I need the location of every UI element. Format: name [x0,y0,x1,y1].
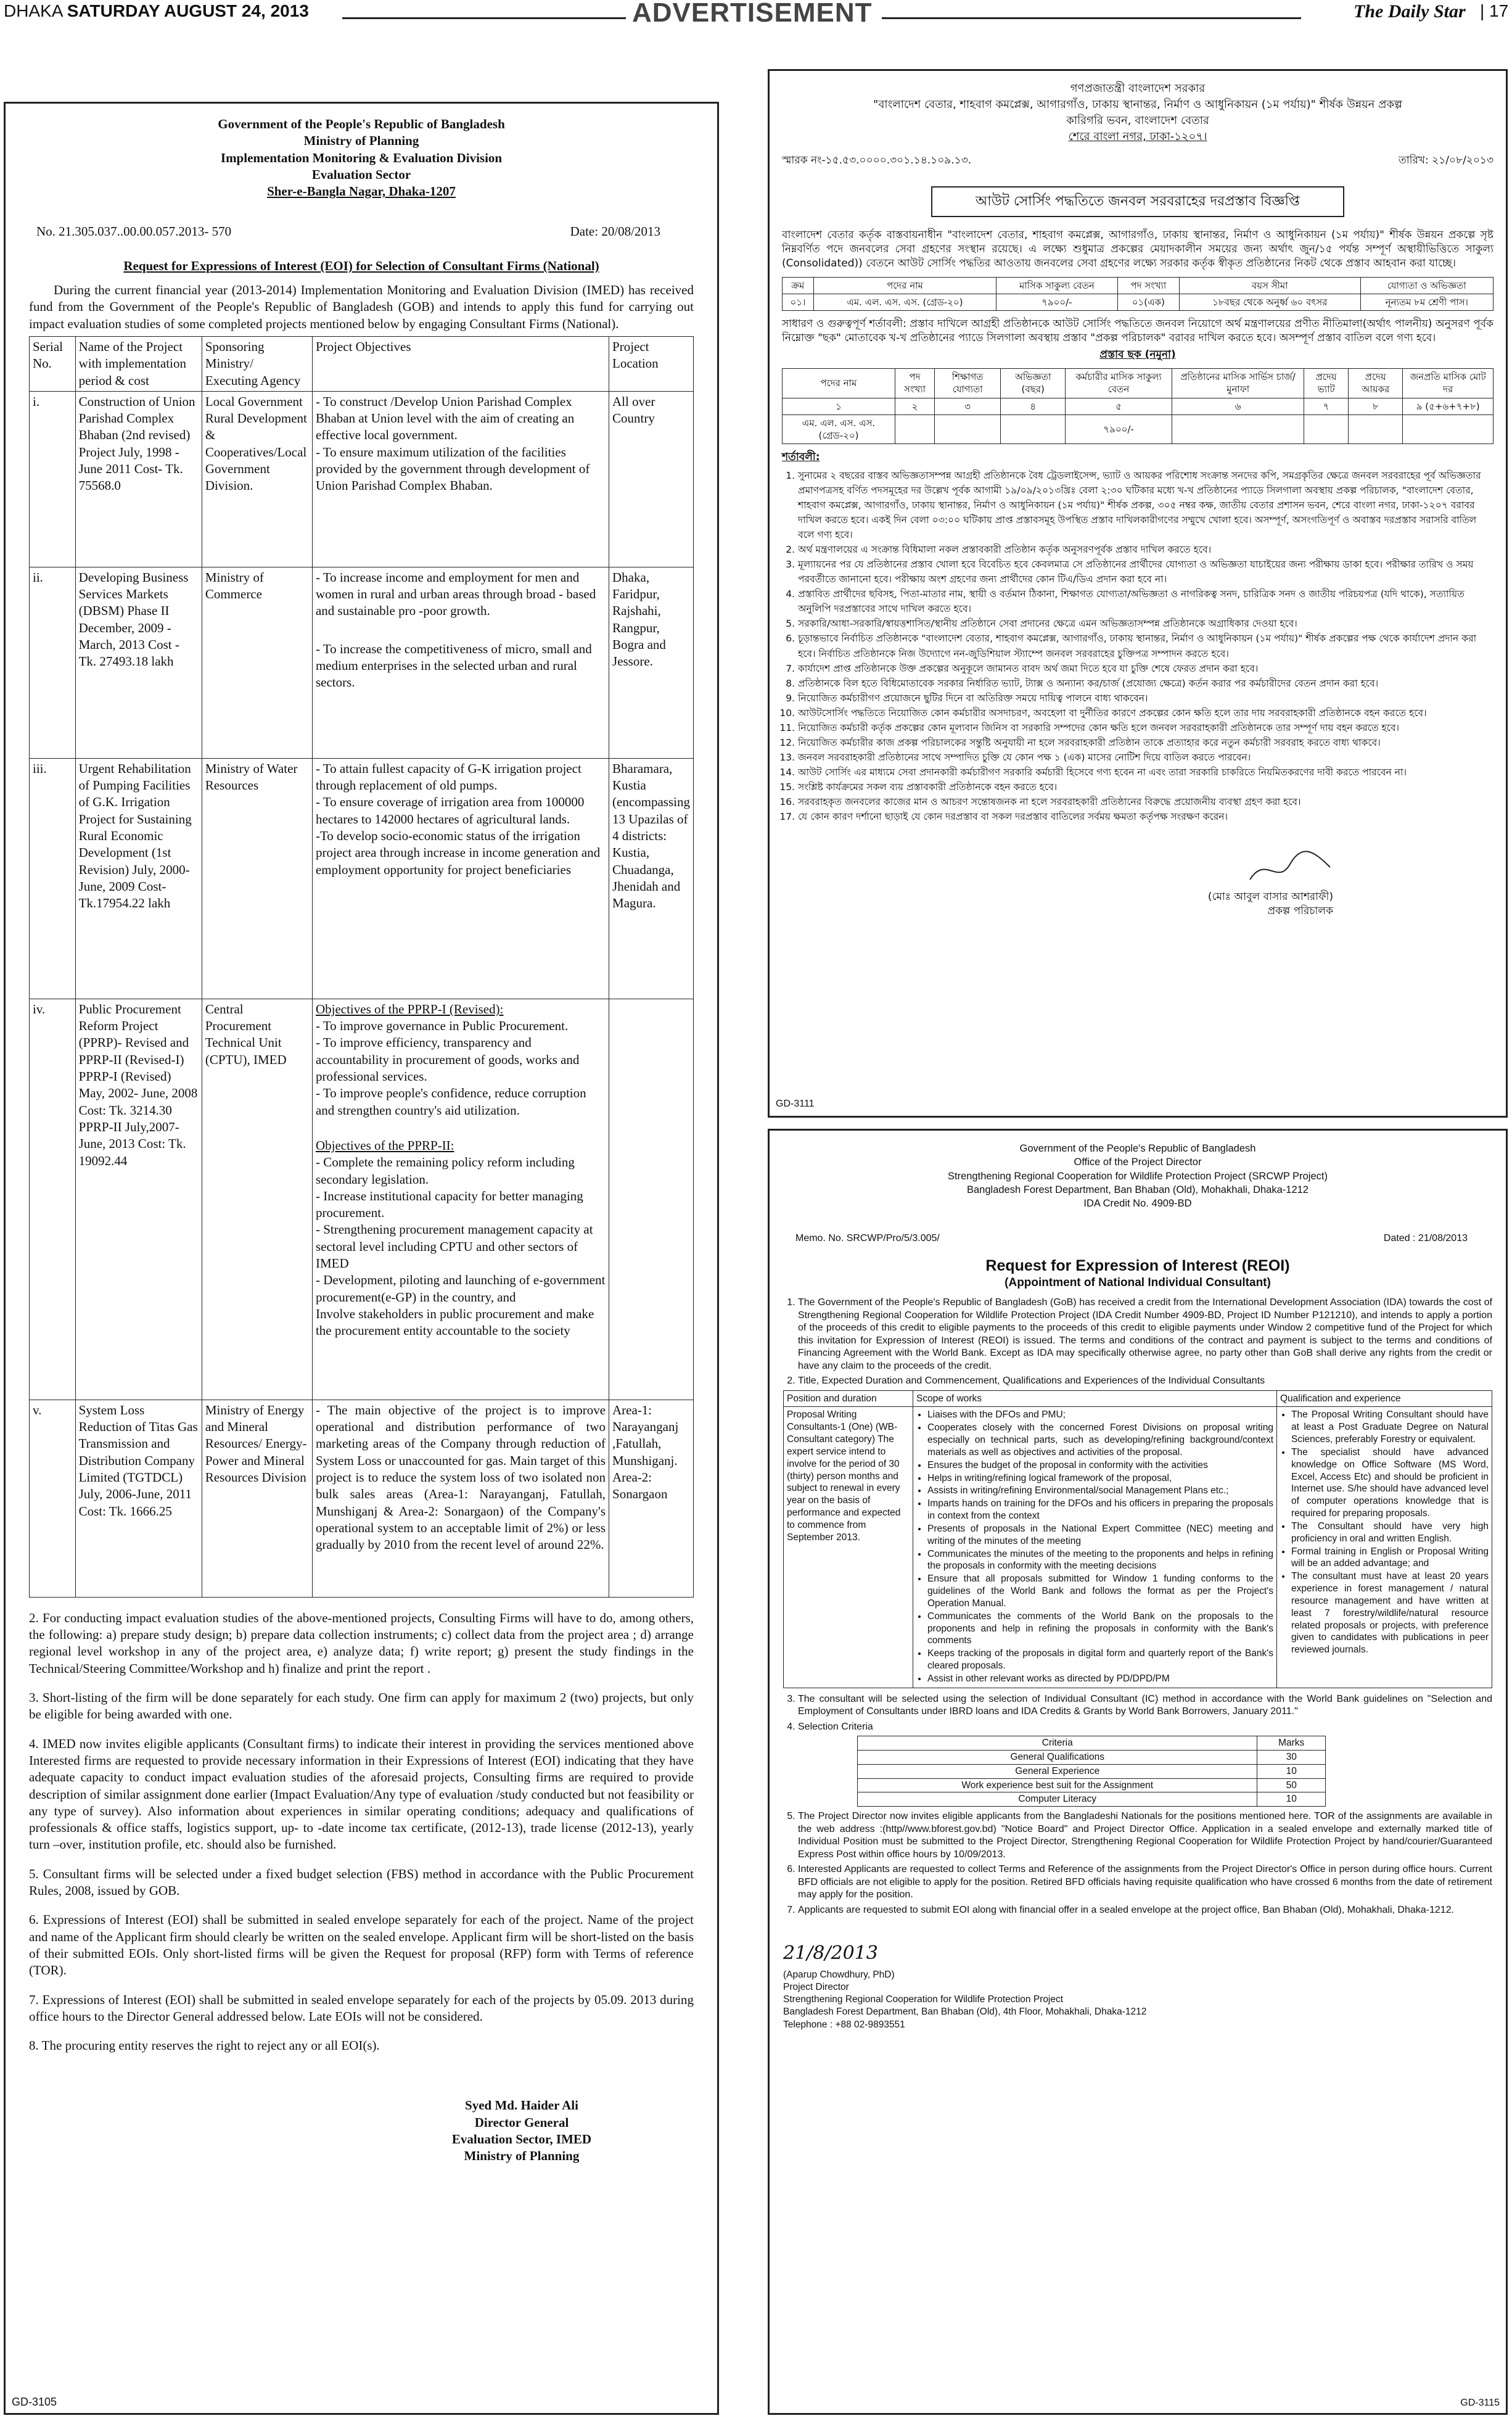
list-item: • Formal training in English or Proposal Writing will be an added advantage; and [1291,1546,1489,1570]
table-cell [895,414,934,444]
srcwp-reoi-advertisement [768,1129,1508,2415]
signatory-name: (মোঃ আবুল বাসার আশরাফী) [1207,890,1333,903]
reoi-paragraphs-cont [783,1693,1492,1733]
column-header: Name of the Project with implementation period & cost [75,336,202,391]
column-header: পদ সংখ্যা [1117,277,1179,294]
list-item: • Ensure that all proposals submitted for Window 1 funding conforms to the guidelines of the World Bank and follows the format as per the Project's Operation Manual. [927,1573,1273,1609]
table-header-row [783,277,1494,294]
table-cell: Work experience best suit for the Assignment [858,1778,1257,1792]
table-row [30,567,694,758]
list-item: 15. সংশ্লিষ্ট কার্যক্রমের সকল ব্যয় প্রস্তাবকারী প্রতিষ্ঠানকে বহন করতে হবে। [798,780,1494,794]
objective-item: - To improve people's confidence, reduce corruption and strengthen country's aid utilization. [315,1086,586,1118]
proposal-form-table [782,368,1494,444]
table-cell: ৯ (৫+৬+৭+৮) [1403,398,1494,414]
memo-number: No. 21.305.037..00.00.057.2013- 570 [36,224,232,239]
list-item: • Cooperates closely with the concerned Forest Divisions on proposal writing especially on technical parts, such as developing/refining background/context materials as well as objectives and activities of the proposal. [927,1422,1273,1458]
terms-heading: শর্তাবলী: [782,451,820,464]
objective-item: - To ensure maximum utilization of the facilities provided by the government through development of Union Parishad Complex Bhaban. [315,444,590,493]
signatory-address: Bangladesh Forest Department, Ban Bhaban (Old), 4th Floor, Mohakhali, Dhaka-1212 [783,2007,1147,2018]
paragraph: 4. IMED now invites eligible applicants (Consultant firms) to indicate their interest in providing the services mentioned above Interested firms are requested to provide necessary information in their Expressions of Interest (EOI) indicating that they have adequate capacity to conduct impact evaluation studies of the aforesaid projects, Consulting firms are required to provide description of similar assignment done earlier (Impact Evaluation/Any type of evaluation /study conducted but not feasibility or any type of survey). Also information about experiences in similar operating conditions; adequacy and qualifications of professionals & office staffs, logistics support, up- to -date income tax certificate, (2012-13), trade license (2012-13), yearly turn –over, institution profile, etc. should also be furnished. [29,1736,694,1852]
ad-subtitle: (Appointment of National Individual Consultant) [1005,1276,1271,1290]
table-cell: ৭৯০০/- [1066,414,1172,444]
table-cell: ৬ [1172,398,1304,414]
table-row [30,391,694,567]
table-row [783,294,1494,311]
paragraph: 2. Title, Expected Duration and Commencement, Qualifications and Experiences of the Individual Consultants [798,1375,1492,1387]
column-header: Marks [1257,1736,1326,1751]
table-cell: ৮ [1349,398,1403,414]
table-cell: ৪ [1001,398,1066,414]
bangladesh-betar-outsourcing-advertisement [768,69,1508,1118]
table-row [858,1750,1326,1764]
objective-item: - To increase the competitiveness of micro, small and medium enterprises in the selected urban and rural sectors. [315,641,592,690]
list-item: 12. নিয়োজিত কর্মচারীর কাজ প্রকল্প পরিচালকের সন্তুষ্টি অনুযায়ী না হলে সরবরাহকারী প্রতিষ্ঠান তাকে প্রত্যাহার করে নতুন কর্মচারী সরবরাহ করতে বাধ্য থাকবে। [798,735,1494,750]
table-header-row [858,1736,1326,1751]
table-cell: Computer Literacy [858,1792,1257,1807]
list-item: 1. সুনামের ২ বছরের বাস্তব অভিজ্ঞতাসম্পন্ন আগ্রহী প্রতিষ্ঠানকে বৈধ ট্রেডলাইসেন্স, ভ্যাট ও আয়কর পরিশোধ সংক্রান্ত সনদের কপি, সমগ্রকৃতির ক্ষেত্রে জনবল সরবরাহের পূর্ব অভিজ্ঞতার প্রমাণপত্রসহ বর্ণিত পদসমূহের দর উল্লেখ পূর্বক আগামী ১৯/০৯/২০১৩খ্রিঃ বেলা ২:৩০ ঘটিকার মধ্যে খ-খ প্রতিষ্ঠানের প্যাডে সিলগালা অবস্থায় প্রকল্প পরিচালক, "বাংলাদেশ বেতার, শাহবাগ কমপ্লেক্স, আগারগাঁও, ঢাকায় স্থানান্তর, নির্মাণ ও আধুনিকায়ন (১ম পর্যায়)" শীর্ষক প্রকল্প, ৩০৫ নম্বর কক্ষ, জাতীয় বেতার প্রশাসন ভবন, শেরে বাংলা নগর, ঢাকা-১২০৭ বরাবর দাখিল করতে হবে। একই দিন বেলা ০৩:০০ ঘটিকায় প্রাপ্ত প্রস্তাবসমূহ উপস্থিত প্রস্তাব দাখিলকারীগণের সম্মুখে খোলা হবে। অসম্পূর্ণ, অসংগতিপূর্ণ ও অবাস্তব দরপ্রস্তাব সরাসরি বাতিল বলে গণ্য হবে। [798,468,1494,542]
ad-title: Request for Expression of Interest (REOI) [985,1256,1290,1274]
table-cell [1304,414,1349,444]
header-line: Government of the People's Republic of Bangladesh [218,117,505,131]
ad-code: GD-3111 [776,1099,815,1110]
objective-item: - The main objective of the project is to improve operational and distribution performance of two marketing areas of the Company through reduction of System Loss or unaccounted for gas. Main target of this project is to reduce the system loss of two isolated non bulk sales areas (Area-1: Narayanganj, Fatullah, Munshiganj & Area-2: Sonargaon) of the Company's operational system to an acceptable limit of 2%) or less gradually by 2010 from the recent level of around 22%. [315,1402,606,1553]
table-header-row [784,1390,1492,1407]
table-cell: General Qualifications [858,1750,1257,1764]
column-header: Serial No. [30,336,76,391]
table-cell [1403,414,1494,444]
objective-item: - To attain fullest capacity of G-K irrigation project through replacement of old pumps. [315,761,581,793]
column-header: Position and duration [784,1390,913,1407]
objective-item: - To ensure coverage of irrigation area from 100000 hectares to 142000 hectares of agricultural lands. [315,794,585,827]
paragraph: 7. Applicants are requested to submit EOI along with financial offer in a sealed envelope at the project office, Ban Bhaban (Old), Mohakhali, Dhaka-1212. [798,1904,1492,1916]
location-cell: Bharamara, Kustia (encompassing 13 Upazilas of 4 districts: Kustia, Chuadanga, Jhenidah and Magura. [609,758,694,999]
signatory-telephone: Telephone : +88 02-9893551 [783,2019,905,2030]
reoi-paragraphs [783,1297,1492,1387]
signatory-title: Director General [474,2114,569,2130]
objective-heading: Objectives of the PPRP-II: [315,1137,454,1153]
column-header: Sponsoring Ministry/ Executing Agency [202,336,312,391]
serial-cell: ii. [30,567,76,758]
page-number: | 17 [1480,1,1509,20]
memo-number: Memo. No. SRCWP/Pro/5/3.005/ [795,1233,940,1244]
paragraph: 2. For conducting impact evaluation studies of the above-mentioned projects, Consulting Firms will have to do, among others, the following: a) prepare study design; b) prepare data collection instruments; c) collect data from the project area ; d) arrange regional level workshop in any of the project area, e) analyze data; f) write report; g) present the study findings in the Technical/Steering Committee/Workshop and h) finalize and print the report . [29,1610,694,1676]
column-header: প্রতিষ্ঠানের মাসিক সার্ভিস চার্জ/মুনাফা [1172,369,1304,398]
memo-date: Date: 20/08/2013 [570,224,660,239]
list-item: • The Consultant should have very high proficiency in oral and written English. [1291,1520,1489,1545]
column-header: প্রদেয় ভ্যাট [1304,369,1349,398]
serial-cell: iv. [30,999,76,1400]
table-cell: ৫ [1066,398,1172,414]
column-header: বয়স সীমা [1179,277,1360,294]
ad-code: GD-3105 [12,2395,57,2408]
objective-item: - To improve efficiency, transparency and accountability in procurement of goods, works and professional services. [315,1035,580,1084]
paragraph: 5. Consultant firms will be selected under a fixed budget selection (FBS) method in accordance with the Public Procurement Rules, 2008, issued by GOB. [29,1866,694,1899]
table-cell: ৭৯০০/- [996,294,1118,311]
table-cell: ১ [783,398,895,414]
sponsor-cell: Ministry of Water Resources [202,758,312,999]
table-row [783,398,1494,414]
list-item: 9. নিয়োজিত কর্মচারীগণ প্রয়োজনে ছুটির দিনে বা অতিরিক্ত সময়ে দায়িত্ব পালনে বাধ্য থাকবেন। [798,691,1494,706]
project-cell: System Loss Reduction of Titas Gas Transmission and Distribution Company Limited (TGTDCL) July, 2006-June, 2011 Cost: Tk. 1666.25 [75,1400,202,1597]
list-item: 10. আউটসোর্সিং পদ্ধতিতে নিয়োজিত কোন কর্মচারীর অসদাচরণ, অবহেলা বা দুর্নীতির কারণে প্রকল্পের কোন ক্ষতি হলে তার দায় সরবরাহকারী প্রতিষ্ঠানকে বহন করতে হবে। [798,706,1494,720]
list-item: • Communicates the minutes of the meeting to the proponents and helps in refining the proposals in conformity with the meeting decisions [927,1548,1273,1573]
table-row [858,1778,1326,1792]
signature-block [783,1941,1492,2031]
paragraph: 6. Expressions of Interest (EOI) shall be submitted in sealed envelope separately for each of the project. Name of the project and name of the Applicant firm should clearly be written on the sealed envelope. Applicant firm will be short-listed on the basis of their submitted EOIs. Only short-listed firms will be given the Request for proposal (RFP) form with Terms of reference (TOR). [29,1912,694,1978]
objective-item: - Complete the remaining policy reform including secondary legislation. [315,1155,575,1187]
masthead-rule-right [882,17,1301,19]
table-cell: 50 [1257,1778,1326,1792]
imed-eoi-advertisement [4,102,719,2415]
header-line: Ministry of Planning [303,133,419,149]
memo-date: তারিখ: ২১/০৮/২০১৩ [1398,154,1494,167]
memo-number: স্মারক নং-১৫.৫৩.০০০০.৩০১.১৪.১০৯.১৩. [782,154,972,167]
header-line: শেরে বাংলা নগর, ঢাকা-১২০৭। [1068,130,1207,144]
signatory-name: (Aparup Chowdhury, PhD) [783,1969,895,1980]
list-item: • Keeps tracking of the proposals in digital form and quarterly report of the Bank's cleared proposals. [927,1648,1273,1672]
list-item: 7. কার্যাদেশ প্রাপ্ত প্রতিষ্ঠানকে উক্ত প্রকল্পের অনুকূলে জামানত বাবদ অর্থ জমা দিতে হবে যা চুক্তি শেষে ফেরত প্রদান করা হবে। [798,661,1494,676]
table-cell: ০১(এক) [1117,294,1179,311]
list-item: • Communicates the comments of the World Bank on the proposals to the proponents and help in refining the proposals in conformity with the Bank's comments [927,1611,1273,1647]
list-item: • Assists in writing/refining Environmental/social Management Plans etc.; [927,1485,1273,1497]
serial-cell: v. [30,1400,76,1597]
list-item: 4. প্রস্তাবিত প্রার্থীদের ছবিসহ, পিতা-মাতার নাম, স্থায়ী ও বর্তমান ঠিকানা, শিক্ষাগত যোগ্যতা/অভিজ্ঞতা ও নাগরিকত্ব সনদ, চারিত্রিক সনদ ও জাতীয় পরিচয়পত্র (যদি থাকে), সত্যায়িত অনুলিপি দরপ্রস্তাবের সাথে দাখিল করতে হবে। [798,587,1494,616]
header-line: Strengthening Regional Cooperation for Wildlife Protection Project (SRCWP Project) [948,1170,1328,1182]
list-item: 8. প্রতিষ্ঠানকে বিল হতে বিধিমোতাবেক সরকার নির্ধারিত ভ্যাট, ট্যাক্স ও অন্যান্য কর/চার্জ (প্রযোজ্য ক্ষেত্রে) কর্তন করার পর কর্মচারীদের বেতন প্রদান করা হবে। [798,676,1494,691]
header-line: IDA Credit No. 4909-BD [1083,1198,1192,1210]
header-line: কারিগরি ভবন, বাংলাদেশ বেতার [1066,114,1209,128]
objective-item: - Development, piloting and launching of e-government procurement(e-GP) in the country, and [315,1272,606,1305]
paragraph: 5. The Project Director now invites eligible applicants from the Bangladeshi Nationals for the positions mentioned here. TOR of the assignments are available in the web address :(http//www.bforest.gov.bd) "Notice Board" and Project Director Office. Application in a sealed envelope and externally marked title of Individual Position must be submitted to the Project Director, Strengthening Regional Cooperation for Wildlife Protection Project by hand/courier/Guaranteed Express Post within office hours by 10/09/2013. [798,1810,1492,1861]
column-header: পদের নাম [783,369,895,398]
signatory-title: Project Director [783,1982,849,1993]
objective-item: -To develop socio-economic status of the irrigation project area through increase in income generation and employment opportunity for project beneficiaries [315,828,601,877]
memo-date: Dated : 21/08/2013 [1383,1233,1468,1244]
header-line: "বাংলাদেশ বেতার, শাহবাগ কমপ্লেক্স, আগারগাঁও, ঢাকায় স্থানান্তর, নির্মাণ ও আধুনিকায়ন (১ম পর্যায়)" শীর্ষক উন্নয়ন প্রকল্প [873,98,1402,112]
signatory-ministry: Ministry of Planning [464,2148,580,2164]
location-cell: Area-1: Narayanganj ,Fatullah, Munshiganj. Area-2: Sonargaon [609,1400,694,1597]
objective-item: - Increase institutional capacity for better managing procurement. [315,1188,583,1221]
header-line: Government of the People's Republic of Bangladesh [1019,1143,1256,1154]
table-cell: ৭ [1304,398,1349,414]
ad-header [782,81,1494,145]
serial-cell: iii. [30,758,76,999]
objectives-cell [312,758,609,999]
general-terms: সাধারণ ও গুরুত্বপূর্ণ শর্তাবলী: প্রস্তাব দাখিলে আগ্রহী প্রতিষ্ঠানকে আউট সোর্সিং পদ্ধতিতে জনবল নিয়োগে অর্থ মন্ত্রণালয়ের প্রণীত নীতিমালা(অর্থাৎ পালনীয়) অনুসরণ পূর্বক নিম্নোক্ত "ছক" মোতাবেক খ-খ প্রতিষ্ঠানের প্যাডে সিলগালা অবস্থায় প্রস্তাব "প্রকল্প পরিচালক" বরাবর দাখিল করতে হবে। অসম্পূর্ণ প্রস্তাব বাতিল বলে গণ্য হবে। [782,318,1494,345]
reoi-paragraphs-final [783,1810,1492,1916]
project-cell: Developing Business Services Markets (DBSM) Phase II December, 2009 - March, 2013 Cost - Tk. 27493.18 lakh [75,567,202,758]
table-cell: ৩ [935,398,1001,414]
paragraph: 1. The Government of the People's Republic of Bangladesh (GoB) has received a credit from the International Development Association (IDA) towards the cost of Strengthening Regional Cooperation for Wildlife Protection Project (IDA Credit Number 4909-BD, Project ID Number P121210), and intends to apply a portion of the proceeds of this credit to eligible payments to the proceeds of this credit to eligible payments under Window 2 competitive fund of the Project for which this invitation for Expression of Interest (REOI) is issued. The terms and conditions of the contract and payment is subject to the terms and conditions of Financing Agreement with the World Bank. Except as IDA may specifically otherwise agree, no party other than GoB shall derive any rights from the credit or have any claim to the proceeds of the credit. [798,1297,1492,1372]
table-cell: ২ [895,398,934,414]
table-row [783,414,1494,444]
form-caption: প্রস্তাব ছক (নমুনা) [1099,349,1176,361]
serial-cell: i. [30,391,76,567]
scope-cell [913,1407,1277,1688]
table-row [30,999,694,1400]
masthead [0,0,1512,28]
column-header: জনপ্রতি মাসিক মোট দর [1403,369,1494,398]
table-row [30,1400,694,1597]
table-cell [1001,414,1066,444]
table-cell [1172,414,1304,444]
table-cell [935,414,1001,444]
list-item: • Liaises with the DFOs and PMU; [927,1409,1273,1421]
table-row [858,1792,1326,1807]
table-cell: ১৮বছর থেকে অনুর্ধ্ব ৬০ বৎসর [1179,294,1360,311]
sponsor-cell: Local Government Rural Development & Cooperatives/Local Government Division. [202,391,312,567]
signature-block [350,2097,694,2164]
terms-paragraphs [29,1610,694,2055]
selection-criteria-table [857,1736,1326,1807]
table-row [858,1764,1326,1778]
table-cell [1349,414,1403,444]
header-line: Sher-e-Bangla Nagar, Dhaka-1207 [267,184,456,199]
objective-item: - To construct /Develop Union Parishad Complex Bhaban at Union level with the aim of creating an effective local government. [315,394,575,443]
list-item: • The Proposal Writing Consultant should have at least a Post Graduate Degree on Natural Sciences, preferably Forestry or equivalent. [1291,1409,1489,1445]
list-item: 13. জনবল সরবরাহকারী প্রতিষ্ঠানের সাথে সম্পাদিত চুক্তি যে কোন পক্ষ ১ (এক) মাসের নোটিশ দিয়ে বাতিল করতে পারবেন। [798,750,1494,765]
objectives-cell [312,391,609,567]
scope-list [916,1409,1273,1685]
column-header: প্রদেয় আয়কর [1349,369,1403,398]
column-header: পদের নাম [813,277,996,294]
post-table [782,277,1494,311]
qualification-cell [1277,1407,1492,1688]
column-header: Qualification and experience [1277,1390,1492,1407]
paragraph: 4. Selection Criteria [798,1721,1492,1733]
list-item: 11. নিয়োজিত কর্মচারী কর্তৃক প্রকল্পের কোন মূল্যবান জিনিস বা সরকারি সম্পদের কোন ক্ষতি হলে জনবল সরবরাহকারী প্রতিষ্ঠানকে তার সম্পূর্ণ দায় বহন করতে হবে। [798,720,1494,735]
ad-header [29,116,694,200]
project-cell: Public Procurement Reform Project (PPRP)- Revised and PPRP-II (Revised-I) PPRP-I (Revised) May, 2002- June, 2008 Cost: Tk. 3214.30 PPRP-II July,2007-June, 2013 Cost: Tk. 19092.44 [75,999,202,1400]
projects-table [29,336,694,1598]
ad-header [783,1142,1492,1210]
table-cell: General Experience [858,1764,1257,1778]
list-item: 14. আউট সোর্সিং এর মাধ্যমে সেবা প্রদানকারী কর্মচারীগণ সরকারি কর্মচারী হিসেবে গণ্য হবেন না এবং তারা সরকারি চাকরিতে নিয়মিতকরণের দাবী করতে পারবেন না। [798,765,1494,780]
objectives-cell [312,567,609,758]
list-item: • The specialist should have advanced knowledge on Office Software (MS Word, Excel, Access Etc) and should be proficient in Internet use. S/he should have advanced level of computer operations knowledge that is required for preparing proposals. [1291,1446,1489,1520]
memo-line [782,154,1494,168]
column-header: অভিজ্ঞতা (বছর) [1001,369,1066,398]
project-cell: Urgent Rehabilitation of Pumping Facilities of G.K. Irrigation Project for Sustaining Rural Economic Development (1st Revision) July, 2000- June, 2009 Cost- Tk.17954.22 lakh [75,758,202,999]
table-cell: 30 [1257,1750,1326,1764]
list-item: • Imparts hands on training for the DFOs and his officers in preparing the proposals in context from the context [927,1498,1273,1522]
qualification-list [1280,1409,1489,1656]
list-item: 3. মূল্যায়নের পর যে প্রতিষ্ঠানের প্রস্তাব খোলা হবে বিবেচিত হবে কেবলমাত্র সে প্রতিষ্ঠানের প্রার্থীদের যোগ্যতা ও অভিজ্ঞতা যাচাইয়ের জন্য পরীক্ষায় ডাকা হবে। পরীক্ষার তারিখ ও সময় পরবর্তীতে জানানো হবে। পরীক্ষায় অংশ গ্রহণের জন্য প্রার্থীদের কোন টিএ/ডিএ প্রদান করা হবে না। [798,557,1494,587]
column-header: Project Location [609,336,694,391]
header-line: গণপ্রজাতন্ত্রী বাংলাদেশ সরকার [1070,82,1206,95]
objective-item: Involve stakeholders in public procurement and make the procurement entity accountable to the society [315,1306,594,1338]
position-cell: Proposal Writing Consultants-1 (One) (WB-Consultant category) The expert service intend to involve for the period of 30 (thirty) person months and subject to renewal in every year on the basis of performance and expected to commence from September 2013. [784,1407,913,1688]
intro-paragraph: During the current financial year (2013-2014) Implementation Monitoring and Evaluation Division (IMED) has received fund from the Government of the People's Republic of Bangladesh (GOB) and intends to apply this fund for carrying out impact evaluation studies of some completed projects mentioned below by engaging Consultant Firms (National). [29,283,694,331]
table-cell: 10 [1257,1792,1326,1807]
signatory-title: প্রকল্প পরিচালক [1267,904,1333,917]
table-row [30,758,694,999]
section-title: ADVERTISEMENT [632,0,873,28]
signatory-name: Syed Md. Haider Ali [465,2098,578,2113]
memo-line [29,223,690,240]
signature-block [782,849,1333,918]
paragraph: 3. The consultant will be selected using the selection of Individual Consultant (IC) method in accordance with the World Bank guidelines on "Selection and Employment of Consultants under IBRD loans and IDA Credits & Grants by World Bank Borrowers, January 2011." [798,1693,1492,1718]
location-cell: All over Country [609,391,694,567]
table-cell: নূন্যতম ৮ম শ্রেণী পাস। [1360,294,1494,311]
objective-item: - To improve governance in Public Procurement. [315,1018,569,1034]
ad-code: GD-3115 [1460,2397,1500,2408]
list-item: 2. অর্থ মন্ত্রণালয়ের এ সংক্রান্ত বিধিমালা নকল প্রস্তাবকারী প্রতিষ্ঠান কর্তৃক অনুসরণপূর্বক প্রস্তাব দাখিল করতে হবে। [798,542,1494,557]
objective-item: - To increase income and employment for men and women in rural and urban areas through broad - based and sustainable pro -poor growth. [315,569,596,619]
column-header: Criteria [858,1736,1257,1751]
table-row [784,1407,1492,1688]
column-header: শিক্ষাগত যোগ্যতা [935,369,1001,398]
header-line: Bangladesh Forest Department, Ban Bhaban (Old), Mohakhali, Dhaka-1212 [967,1184,1309,1195]
signature-scribble-icon [1247,849,1333,886]
masthead-rule-left [342,17,626,19]
table-cell: এম. এল. এস. এস. (গ্রেড-২০) [783,414,895,444]
handwritten-signature: 21/8/2013 [783,1942,878,1964]
table-cell: ০১। [783,294,814,311]
column-header: কর্মচারীর মাসিক সাকুল্য বেতন [1066,369,1172,398]
header-line: Evaluation Sector [311,167,411,182]
newspaper-name: The Daily Star [1354,1,1466,22]
location-cell [609,999,694,1400]
table-header-row [30,336,694,391]
column-header: Scope of works [913,1390,1277,1407]
paragraph: 7. Expressions of Interest (EOI) shall be submitted in sealed envelope separately for each of the projects by 05.09. 2013 during office hours to the Director General addressed below. Late EOIs will not be considered. [29,1992,694,2024]
list-item: • Ensures the budget of the proposal in conformity with the activities [927,1459,1273,1472]
paragraph: 6. Interested Applicants are requested to collect Terms and Reference of the assignments from the Project Director's Office in person during office hours. Current BFD officials are not eligible to apply for the position. Retired BFD officials having requisite qualification who have crossed 6 months from the date of retirement may apply for the position. [798,1863,1492,1901]
list-item: 16. সরবরাহকৃত জনবলের কাজের মান ও আচরণ সন্তোষজনক না হলে সরবরাহকারী প্রতিষ্ঠানের বিরুদ্ধে প্রয়োজনীয় ব্যবস্থা গ্রহণ করা হবে। [798,794,1494,809]
signatory-project: Strengthening Regional Cooperation for Wildlife Protection Project [783,1994,1064,2005]
paragraph: 3. Short-listing of the firm will be done separately for each study. One firm can apply for maximum 2 (two) projects, but only be eligible for being awarded with one. [29,1690,694,1722]
location-cell: Dhaka, Faridpur, Rajshahi, Rangpur, Bogra and Jessore. [609,567,694,758]
objectives-cell [312,1400,609,1597]
issue-date: DHAKA SATURDAY AUGUST 24, 2013 [4,1,309,20]
column-header: মাসিক সাকুল্য বেতন [996,277,1118,294]
objective-item: - Strengthening procurement management capacity at sectoral level including CPTU and other sectors of IMED [315,1222,593,1271]
list-item: • Presents of proposals in the National Expert Committee (NEC) meeting and writing of the minutes of the meeting [927,1523,1273,1548]
table-cell: এম. এল. এস. এস. (গ্রেড-২০) [813,294,996,311]
sponsor-cell: Ministry of Commerce [202,567,312,758]
list-item: • Assist in other relevant works as directed by PD/DPD/PM [927,1673,1273,1685]
terms-list [782,468,1494,823]
paragraph: 8. The procuring entity reserves the right to reject any or all EOI(s). [29,2038,380,2053]
project-cell: Construction of Union Parishad Complex Bhaban (2nd revised) Project July, 1998 - June 2011 Cost- Tk. 75568.0 [75,391,202,567]
list-item: 5. সরকারি/আধা-সরকারি/স্বায়ত্তশাসিত/স্থানীয় প্রতিষ্ঠানে সেবা প্রদানের ক্ষেত্রে এমন অভিজ্ঞতাসম্পন্ন প্রতিষ্ঠানকে অগ্রাধিকার দেওয়া হবে। [798,616,1494,631]
objectives-cell [312,999,609,1400]
list-item: 6. চূড়ান্তভাবে নির্বাচিত প্রতিষ্ঠানকে "বাংলাদেশ বেতার, শাহবাগ কমপ্লেক্স, আগারগাঁও, ঢাকায় স্থানান্তর, নির্মাণ ও আধুনিকায়ন (১ম পর্যায়)" শীর্ষক প্রকল্পের পক্ষ থেকে কার্যাদেশ প্রদান করা হবে। নির্বাচিত প্রতিষ্ঠানকে নিজ উদ্যোগে নন-জুডিশিয়াল স্ট্যাম্পে জনবল সরবরাহের চুক্তিপত্র সম্পাদন করতে হবে। [798,631,1494,661]
sponsor-cell: Ministry of Energy and Mineral Resources/ Energy-Power and Mineral Resources Division [202,1400,312,1597]
memo-line [795,1232,1468,1245]
signatory-office: Evaluation Sector, IMED [451,2131,592,2147]
table-cell: 10 [1257,1764,1326,1778]
ad-title: আউট সোর্সিং পদ্ধতিতে জনবল সরবরাহের দরপ্রস্তাব বিজ্ঞপ্তি [931,186,1344,217]
header-line: Implementation Monitoring & Evaluation Division [220,150,503,165]
table-header-row [783,369,1494,398]
list-item: 17. যে কোন কারণ দর্শানো ছাড়াই যে কোন দরপ্রস্তাব বা সকল দরপ্রস্তাব বাতিলের সর্বময় ক্ষমতা কর্তৃপক্ষ সংরক্ষণ করেন। [798,809,1494,824]
consultant-table [783,1390,1492,1688]
header-line: Office of the Project Director [1074,1157,1202,1168]
column-header: Project Objectives [312,336,609,391]
ad-title: Request for Expressions of Interest (EOI) for Selection of Consultant Firms (National) [123,258,599,273]
list-item: • The consultant must have at least 20 years experience in forest management / natural resource management and have written at least 7 forestry/wildlife/natural resource related proposals or projects, with preference given to candidates with publications in peer reviewed journals. [1291,1570,1489,1656]
list-item: • Helps in writing/refining logical framework of the proposal, [927,1472,1273,1485]
column-header: যোগ্যতা ও অভিজ্ঞতা [1360,277,1494,294]
sponsor-cell: Central Procurement Technical Unit (CPTU), IMED [202,999,312,1400]
objective-heading: Objectives of the PPRP-I (Revised): [315,1001,504,1017]
column-header: পদ সংখ্যা [895,369,934,398]
intro-paragraph: বাংলাদেশ বেতার কর্তৃক বাস্তবায়নাধীন "বাংলাদেশ বেতার, শাহবাগ কমপ্লেক্স, আগারগাঁও, ঢাকায় স্থানান্তর, নির্মাণ ও আধুনিকায়ন (১ম পর্যায়)" শীর্ষক উন্নয়ন প্রকল্পে সৃষ্ট নিম্নবর্ণিত পদে জনবলের সেবা গ্রহণের সংস্থান রয়েছে। এ লক্ষ্যে শুধুমাত্র প্রকল্পের মেয়াদকালীন সময়ের জন্য অর্থাৎ জুন/১৫ পর্যন্ত সম্পূর্ণ অস্থায়ীভিত্তিতে সাকুল্য (Consolidated)) বেতনে আউট সোর্সিং পদ্ধতির আওতায় জনবলের সেবা গ্রহণের লক্ষ্যে সরকার কর্তৃক স্বীকৃত প্রতিষ্ঠানের নিকট থেকে প্রস্তাব আহবান করা যাচ্ছে। [782,229,1494,270]
column-header: ক্রম [783,277,814,294]
